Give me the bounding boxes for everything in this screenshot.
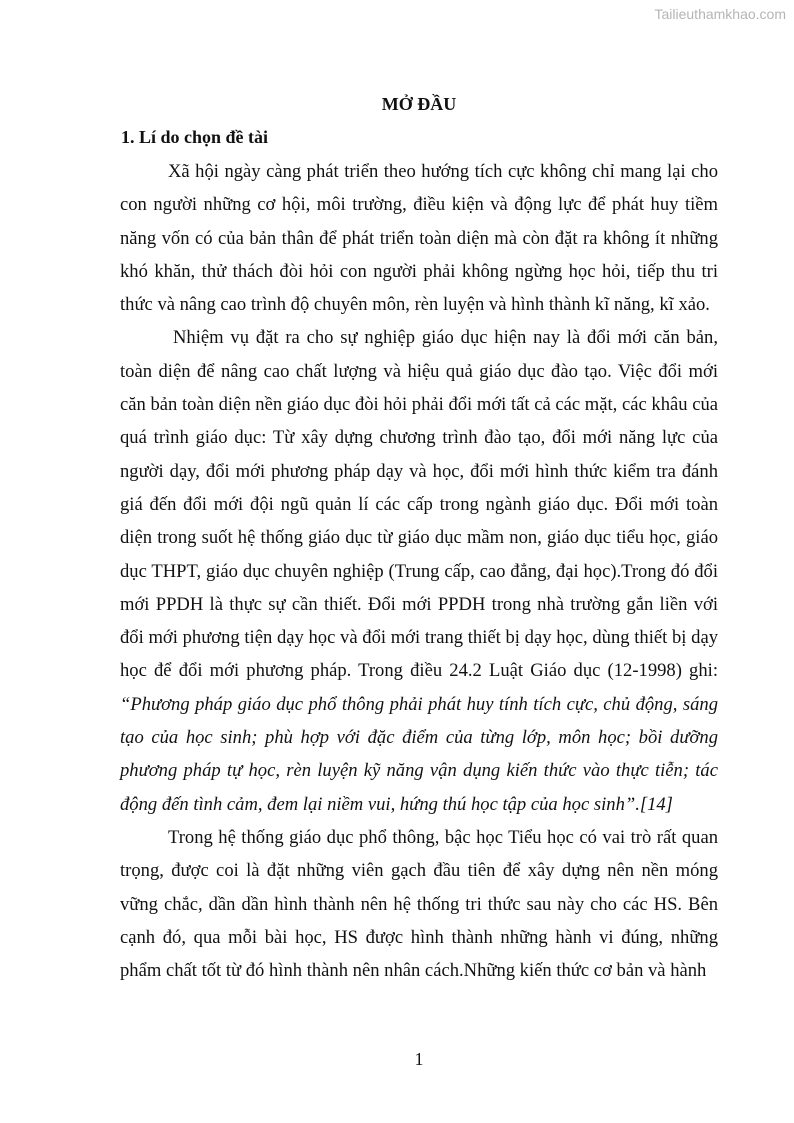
- paragraph: Xã hội ngày càng phát triển theo hướng tích cực không chỉ mang lại cho con người những cơ hội, môi trường, điều kiện và động lực để phát huy tiềm năng vốn có của bản thân để phát triển toàn diện mà còn đặt ra không ít những khó khăn, thử thách đòi hỏi con người phải không ngừng học hỏi, tiếp thu tri thức và nâng cao trình độ chuyên môn, rèn luyện và hình thành kĩ năng, kĩ xảo.: [120, 161, 718, 316]
- watermark: Tailieuthamkhao.com: [654, 6, 786, 22]
- page-title: MỞ ĐẦU: [381, 94, 457, 114]
- paragraph: Trong hệ thống giáo dục phổ thông, bậc học Tiểu học có vai trò rất quan trọng, được coi là đặt những viên gạch đầu tiên để xây dựng nên nền móng vững chắc, dần dần hình thành nên hệ thống tri thức sau này cho các HS. Bên cạnh đó, qua mỗi bài học, HS được hình thành những hành vi đúng, những phẩm chất tốt từ đó hình thành nên nhân cách.Những kiến thức cơ bản và hành: [120, 826, 718, 982]
- section-heading: 1. Lí do chọn đề tài: [121, 127, 269, 147]
- page-number: 1: [414, 1049, 424, 1069]
- paragraph: [120, 321, 718, 820]
- document-body: [120, 155, 718, 987]
- legal-quote: “Phương pháp giáo dục phổ thông phải phát huy tính tích cực, chủ động, sáng tạo của học sinh; phù hợp với đặc điểm của từng lớp, môn học; bồi dưỡng phương pháp tự học, rèn luyện kỹ năng vận dụng kiến thức vào thực tiễn; tác động đến tình cảm, đem lại niềm vui, hứng thú học tập của học sinh”.[14]: [120, 693, 718, 815]
- paragraph-text: Nhiệm vụ đặt ra cho sự nghiệp giáo dục hiện nay là đổi mới căn bản, toàn diện để nâng cao chất lượng và hiệu quả giáo dục đào tạo. Việc đổi mới căn bản toàn diện nền giáo dục đòi hỏi phải đổi mới tất cả các mặt, các khâu của quá trình giáo dục: Từ xây dựng chương trình đào tạo, đổi mới năng lực của người dạy, đổi mới phương pháp dạy và học, đổi mới hình thức kiểm tra đánh giá đến đổi mới đội ngũ quản lí các cấp trong ngành giáo dục. Đổi mới toàn diện trong suốt hệ thống giáo dục từ giáo dục mầm non, giáo dục tiểu học, giáo dục THPT, giáo dục chuyên nghiệp (Trung cấp, cao đẳng, đại học).Trong đó đổi mới PPDH là thực sự cần thiết. Đổi mới PPDH trong nhà trường gắn liền với đổi mới phương tiện dạy học và đổi mới trang thiết bị dạy học, dùng thiết bị dạy học để đổi mới phương pháp. Trong điều 24.2 Luật Giáo dục (12-1998) ghi:: [120, 327, 718, 682]
